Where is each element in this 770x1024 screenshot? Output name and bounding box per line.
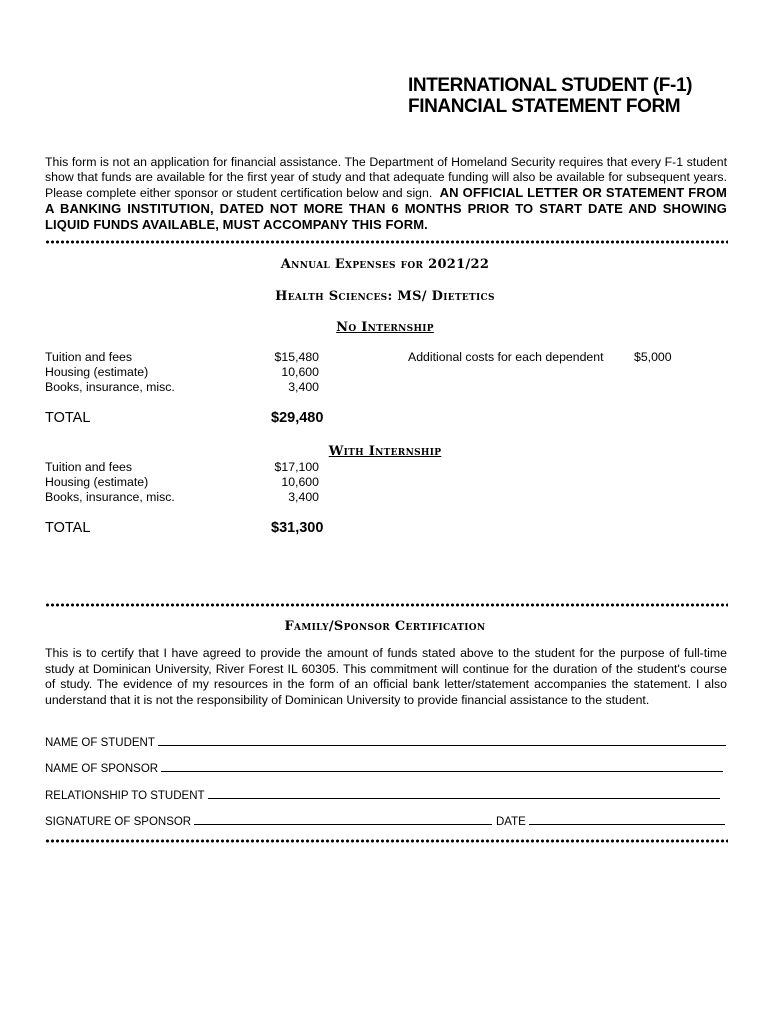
dotted-divider	[45, 240, 728, 244]
expense-label: Housing (estimate)	[45, 365, 149, 379]
form-title-line1: INTERNATIONAL STUDENT (F-1)	[408, 75, 693, 96]
dotted-divider	[45, 603, 728, 607]
signature-field[interactable]	[45, 813, 492, 829]
form-title	[408, 75, 692, 117]
relationship-field[interactable]	[45, 787, 720, 803]
with-internship-heading-text: With Internship	[328, 444, 442, 459]
expense-value: 3,400	[288, 490, 319, 504]
relationship-line[interactable]	[208, 787, 720, 799]
expense-label: Housing (estimate)	[45, 475, 149, 489]
certification-text: This is to certify that I have agreed to provide the amount of funds stated above to the student for the purpose of full-time study at Dominican University, River Forest IL 60305. This commitment will continue for the duration of the student's course of study. The evidence of my resources in the form of an official bank letter/statement accompanies the statement. I also understand that it is not the responsibility of Dominican University to provide financial assistance to the student.	[45, 646, 727, 707]
total-value: $31,300	[271, 520, 324, 536]
student-name-label: NAME OF STUDENT	[45, 737, 155, 749]
student-name-field[interactable]	[45, 734, 726, 750]
expense-label: Books, insurance, misc.	[45, 380, 175, 394]
sponsor-name-field[interactable]	[45, 760, 723, 776]
date-field[interactable]	[496, 813, 725, 829]
expense-value: $15,480	[274, 350, 319, 364]
expenses-heading: Annual Expenses for 2021/22	[280, 257, 490, 272]
date-line[interactable]	[529, 813, 725, 825]
intro-text: This form is not an application for financial assistance. The Department of Homeland Security requires that every F-1 student show that funds are available for the first year of study and that adequate funding will also be available for subsequent years. Please complete either sponsor or student certification below and sign.	[45, 155, 727, 200]
date-label: DATE	[496, 816, 526, 828]
expense-label: Books, insurance, misc.	[45, 490, 175, 504]
dotted-divider	[45, 839, 728, 843]
form-title-line2: FINANCIAL STATEMENT FORM	[408, 96, 681, 117]
expense-label: Tuition and fees	[45, 460, 133, 474]
expense-value: 3,400	[288, 380, 319, 394]
student-name-line[interactable]	[158, 734, 726, 746]
program-heading: Health Sciences: MS/ Dietetics	[275, 289, 495, 304]
no-internship-heading	[0, 320, 770, 335]
total-label: TOTAL	[45, 520, 91, 536]
expense-value: 10,600	[281, 475, 319, 489]
signature-line[interactable]	[194, 813, 492, 825]
intro-bold-notice: AN OFFICIAL LETTER OR STATEMENT FROM A BANKING INSTITUTION, DATED NOT MORE THAN 6 MONTHS PRIOR TO START DATE AND SHOWING LIQUID FUNDS AVAILABLE, MUST ACCOMPANY THIS FORM.	[45, 185, 727, 232]
relationship-label: RELATIONSHIP TO STUDENT	[45, 790, 205, 802]
dependent-cost-label: Additional costs for each dependent	[408, 350, 604, 364]
expense-value: 10,600	[281, 365, 319, 379]
signature-label: SIGNATURE OF SPONSOR	[45, 816, 192, 828]
with-internship-heading	[0, 444, 770, 459]
expense-value: $17,100	[274, 460, 319, 474]
expense-label: Tuition and fees	[45, 350, 133, 364]
sponsor-name-line[interactable]	[161, 760, 723, 772]
intro-paragraph	[45, 155, 727, 233]
total-value: $29,480	[271, 410, 324, 426]
total-label: TOTAL	[45, 410, 91, 426]
no-internship-heading-text: No Internship	[336, 320, 434, 335]
certification-heading: Family/Sponsor Certification	[284, 619, 486, 634]
sponsor-name-label: NAME OF SPONSOR	[45, 763, 159, 775]
dependent-cost-value: $5,000	[634, 350, 672, 364]
